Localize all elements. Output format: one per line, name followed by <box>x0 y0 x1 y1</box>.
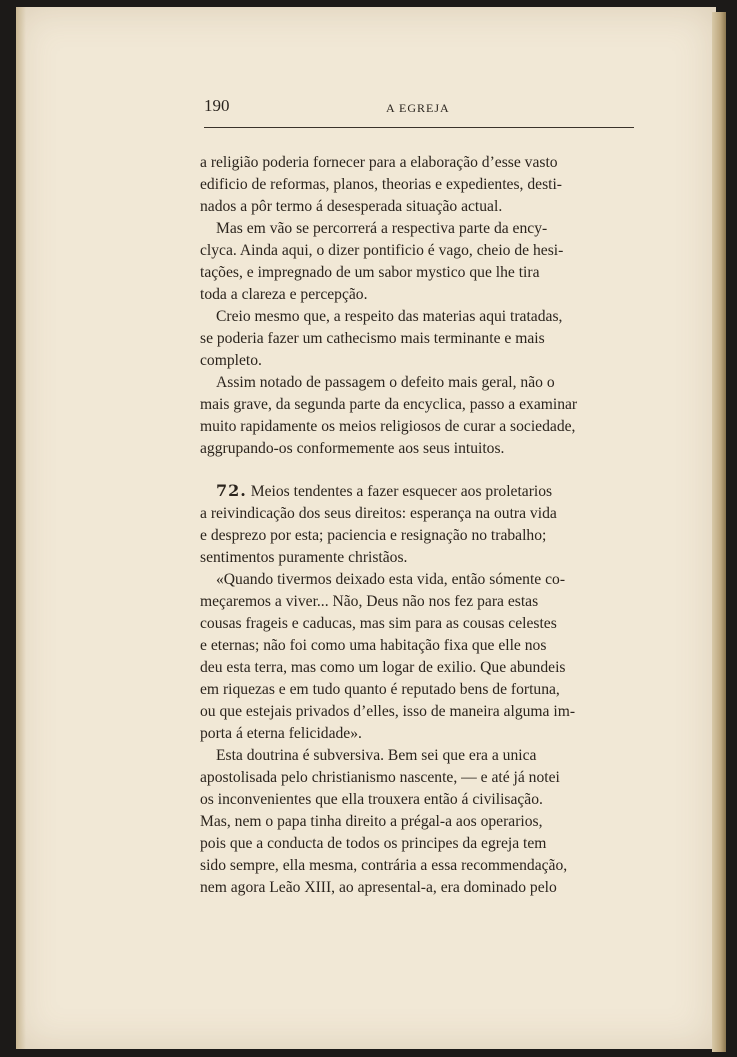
paragraph <box>200 218 632 306</box>
text-line: cousas frageis e caducas, mas sim para as cousas celestes <box>200 615 557 632</box>
text-line: porta á eterna felicidade». <box>200 725 362 742</box>
text-line: nem agora Leão XIII, ao apresental-a, era dominado pelo <box>200 879 557 896</box>
paragraph <box>200 745 632 899</box>
text-line: os inconvenientes que ella trouxera então á civilisação. <box>200 791 543 808</box>
text-line: e eternas; não foi como uma habitação fixa que elle nos <box>200 637 547 654</box>
text-line: Mas em vão se percorrerá a respectiva parte da ency- <box>216 220 548 237</box>
text-line: a religião poderia fornecer para a elaboração d’esse vasto <box>200 154 558 171</box>
text-line: completo. <box>200 352 262 369</box>
text-line: clyca. Ainda aqui, o dizer pontificio é vago, cheio de hesi- <box>200 242 564 259</box>
text-line: toda a clareza e percepção. <box>200 286 368 303</box>
text-line: nados a pôr termo á desesperada situação actual. <box>200 198 503 215</box>
text-line: tações, e impregnado de um sabor mystico que lhe tira <box>200 264 540 281</box>
paragraph <box>200 152 632 218</box>
text-line: aggrupando-os conformemente aos seus intuitos. <box>200 440 505 457</box>
section-first-line: Meios tendentes a fazer esquecer aos proletarios <box>250 483 553 500</box>
text-line: deu esta terra, mas como um logar de exilio. Que abundeis <box>200 659 566 676</box>
text-line: ou que estejais privados d’elles, isso de maneira alguma im- <box>200 703 576 720</box>
paragraph <box>200 372 632 460</box>
text-line: edificio de reformas, planos, theorias e expedientes, desti- <box>200 176 562 193</box>
text-line: a reivindicação dos seus direitos: esperança na outra vida <box>200 505 557 522</box>
text-line: se poderia fazer um cathecismo mais terminante e mais <box>200 330 545 347</box>
text-line: Assim notado de passagem o defeito mais geral, não o <box>216 374 555 391</box>
body-text <box>200 152 632 899</box>
header-rule <box>204 127 634 128</box>
text-line: muito rapidamente os meios religiosos de curar a sociedade, <box>200 418 576 435</box>
text-line: sido sempre, ella mesma, contrária a essa recommendação, <box>200 857 568 874</box>
page-gutter-shadow <box>16 7 26 1049</box>
quote-paragraph <box>200 569 632 745</box>
text-line: mais grave, da segunda parte da encyclica, passo a examinar <box>200 396 578 413</box>
page-header <box>204 96 634 120</box>
paragraph <box>200 306 632 372</box>
text-line <box>200 480 632 503</box>
running-title: A EGREJA <box>386 101 450 115</box>
text-line: apostolisada pelo christianismo nascente, — e até já notei <box>200 769 560 786</box>
section-paragraph <box>200 480 632 569</box>
text-line: meçaremos a viver... Não, Deus não nos fez para estas <box>200 593 539 610</box>
section-number: 72. <box>216 481 247 500</box>
text-line: Creio mesmo que, a respeito das materias aqui tratadas, <box>216 308 563 325</box>
section-spacer <box>200 460 632 480</box>
text-line: «Quando tivermos deixado esta vida, então sómente co- <box>216 571 566 588</box>
text-line: sentimentos puramente christãos. <box>200 549 408 566</box>
page-edge <box>712 12 726 1052</box>
text-line: e desprezo por esta; paciencia e resignação no trabalho; <box>200 527 547 544</box>
text-line: pois que a conducta de todos os principes da egreja tem <box>200 835 547 852</box>
text-line: Esta doutrina é subversiva. Bem sei que era a unica <box>216 747 537 764</box>
text-line: Mas, nem o papa tinha direito a prégal-a aos operarios, <box>200 813 543 830</box>
page-number: 190 <box>204 96 230 115</box>
text-line: em riquezas e em tudo quanto é reputado bens de fortuna, <box>200 681 560 698</box>
